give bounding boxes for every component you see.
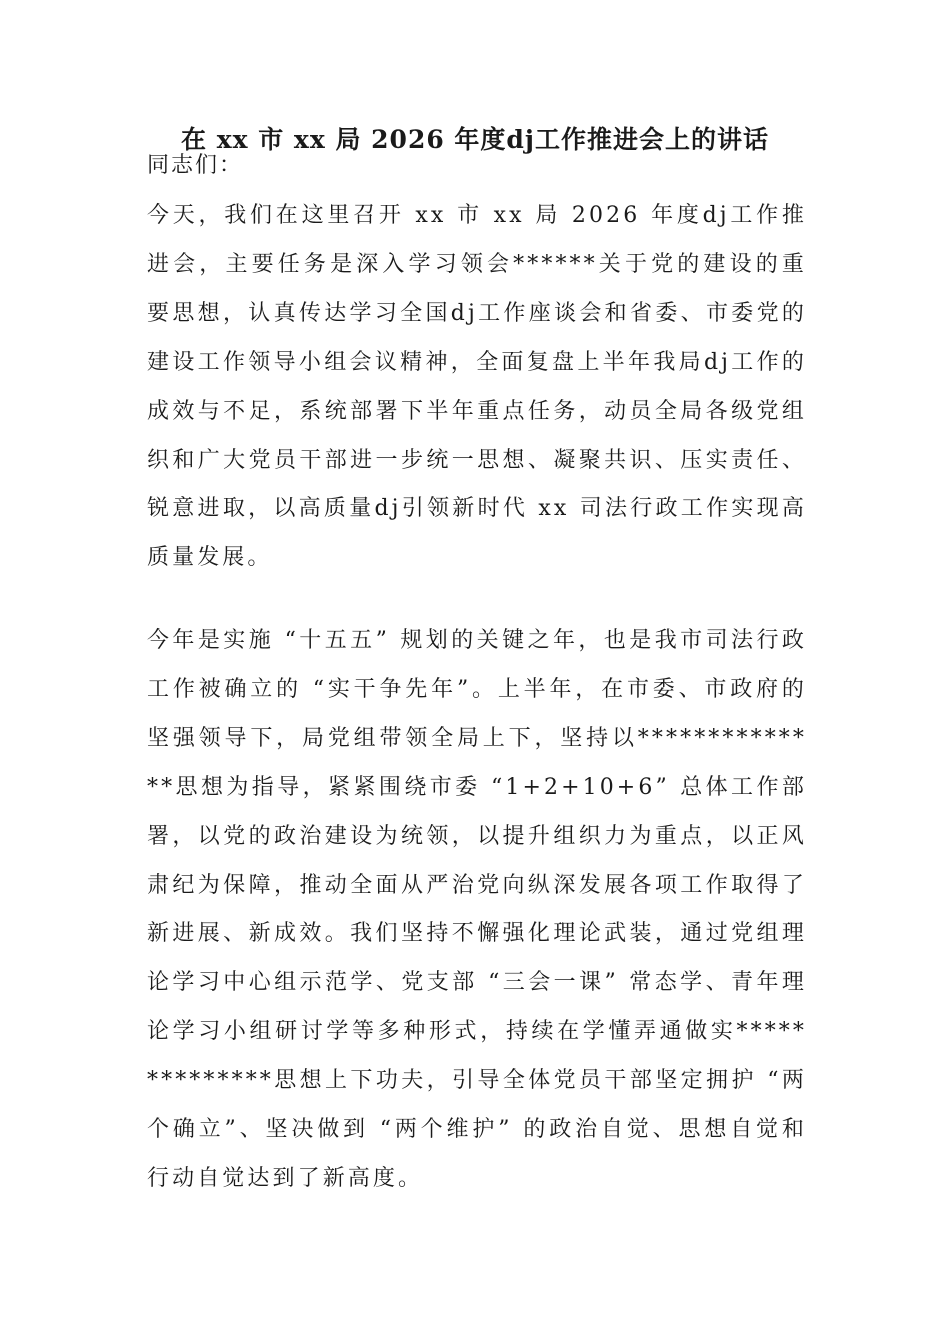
body-paragraph: 今天，我们在这里召开 xx 市 xx 局 2026 年度dj工作推进会，主要任务是深入学习领会******关于党的建设的重要思想，认真传达学习全国dj工作座谈会和省委、市委党的建设工作领导小组会议精神，全面复盘上半年我局dj工作的成效与不足，系统部署下半年重点任务，动员全局各级党组织和广大党员干部进一步统一思想、凝聚共识、压实责任、锐意进取，以高质量dj引领新时代 xx 司法行政工作实现高质量发展。 [147,203,807,571]
document-title: 在 xx 市 xx 局 2026 年度dj工作推进会上的讲话 [181,125,769,154]
body-paragraph: 今年是实施 “十五五” 规划的关键之年，也是我市司法行政工作被确立的 “实干争先年”。上半年，在市委、市政府的坚强领导下，局党组带领全局上下，坚持以**************思想为指导，紧紧围绕市委 “1+2+10+6” 总体工作部署，以党的政治建设为统领，以提升组织力为重点，以正风肃纪为保障，推动全面从严治党向纵深发展各项工作取得了新进展、新成效。我们坚持不懈强化理论武装，通过党组理论学习中心组示范学、党支部 “三会一课” 常态学、青年理论学习小组研讨学等多种形式，持续在学懂弄通做实**************思想上下功夫，引导全体党员干部坚定拥护 “两个确立”、坚决做到 “两个维护” 的政治自觉、思想自觉和行动自觉达到了新高度。 [147,628,807,1191]
salutation: 同志们： [147,153,244,178]
